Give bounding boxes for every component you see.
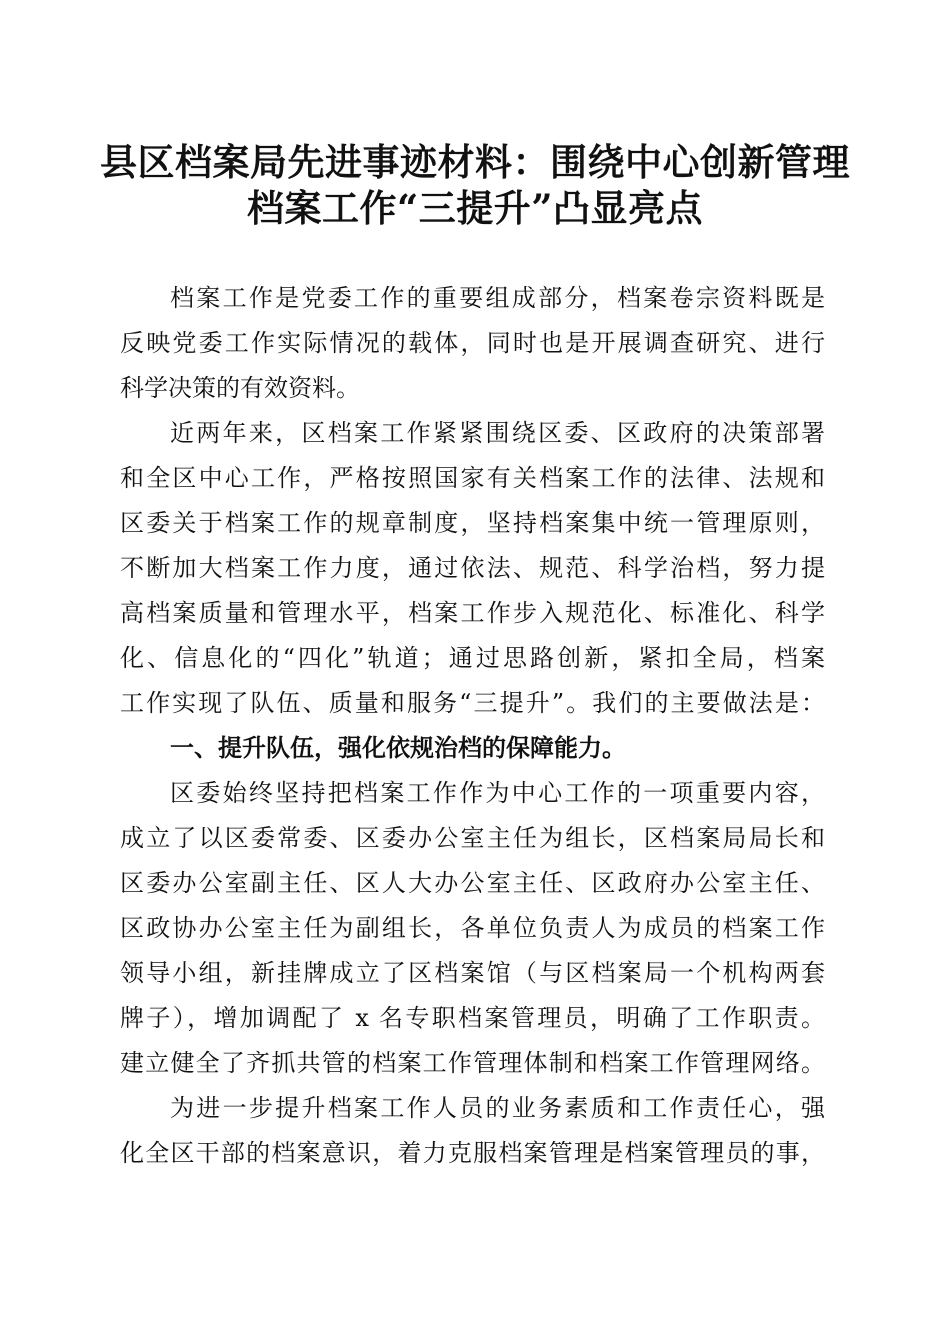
paragraph-2-line-1: 近两年来，区档案工作紧紧围绕区委、区政府的决策部署: [170, 419, 825, 447]
paragraph-3-line-3: 区委办公室副主任、区人大办公室主任、区政府办公室主任、: [120, 869, 825, 897]
paragraph-1-line-1: 档案工作是党委工作的重要组成部分，档案卷宗资料既是: [170, 284, 825, 312]
paragraph-4-line-1: 为进一步提升档案工作人员的业务素质和工作责任心，强: [170, 1094, 825, 1122]
paragraph-1-line-2: 反映党委工作实际情况的载体，同时也是开展调查研究、进行: [120, 329, 825, 357]
paragraph-2-line-5: 高档案质量和管理水平，档案工作步入规范化、标准化、科学: [120, 599, 825, 627]
paragraph-2-line-2: 和全区中心工作，严格按照国家有关档案工作的法律、法规和: [120, 464, 825, 492]
paragraph-1-line-3: 科学决策的有效资料。: [120, 374, 360, 402]
document-title-line-1: 县区档案局先进事迹材料：围绕中心创新管理: [100, 140, 850, 184]
paragraph-3-line-2: 成立了以区委常委、区委办公室主任为组长，区档案局局长和: [120, 824, 825, 852]
paragraph-4-line-2: 化全区干部的档案意识，着力克服档案管理是档案管理员的事，: [120, 1139, 825, 1167]
section-heading-1: 一、提升队伍，强化依规治档的保障能力。: [170, 734, 626, 762]
paragraph-3-line-7: 建立健全了齐抓共管的档案工作管理体制和档案工作管理网络。: [120, 1049, 825, 1077]
document-title-line-2: 档案工作“三提升”凸显亮点: [246, 186, 704, 230]
paragraph-2-line-6: 化、信息化的“四化”轨道；通过思路创新，紧扣全局，档案: [120, 644, 825, 672]
paragraph-2-line-7: 工作实现了队伍、质量和服务“三提升”。我们的主要做法是：: [120, 689, 825, 717]
paragraph-2-line-4: 不断加大档案工作力度，通过依法、规范、科学治档，努力提: [120, 554, 825, 582]
paragraph-3-line-5: 领导小组，新挂牌成立了区档案馆（与区档案局一个机构两套: [120, 959, 825, 987]
paragraph-2-line-3: 区委关于档案工作的规章制度，坚持档案集中统一管理原则，: [120, 509, 825, 537]
paragraph-3-line-4: 区政协办公室主任为副组长，各单位负责人为成员的档案工作: [120, 914, 825, 942]
paragraph-3-line-1: 区委始终坚持把档案工作作为中心工作的一项重要内容，: [170, 779, 825, 807]
paragraph-3-line-6: 牌子），增加调配了 x 名专职档案管理员，明确了工作职责。: [120, 1004, 825, 1032]
